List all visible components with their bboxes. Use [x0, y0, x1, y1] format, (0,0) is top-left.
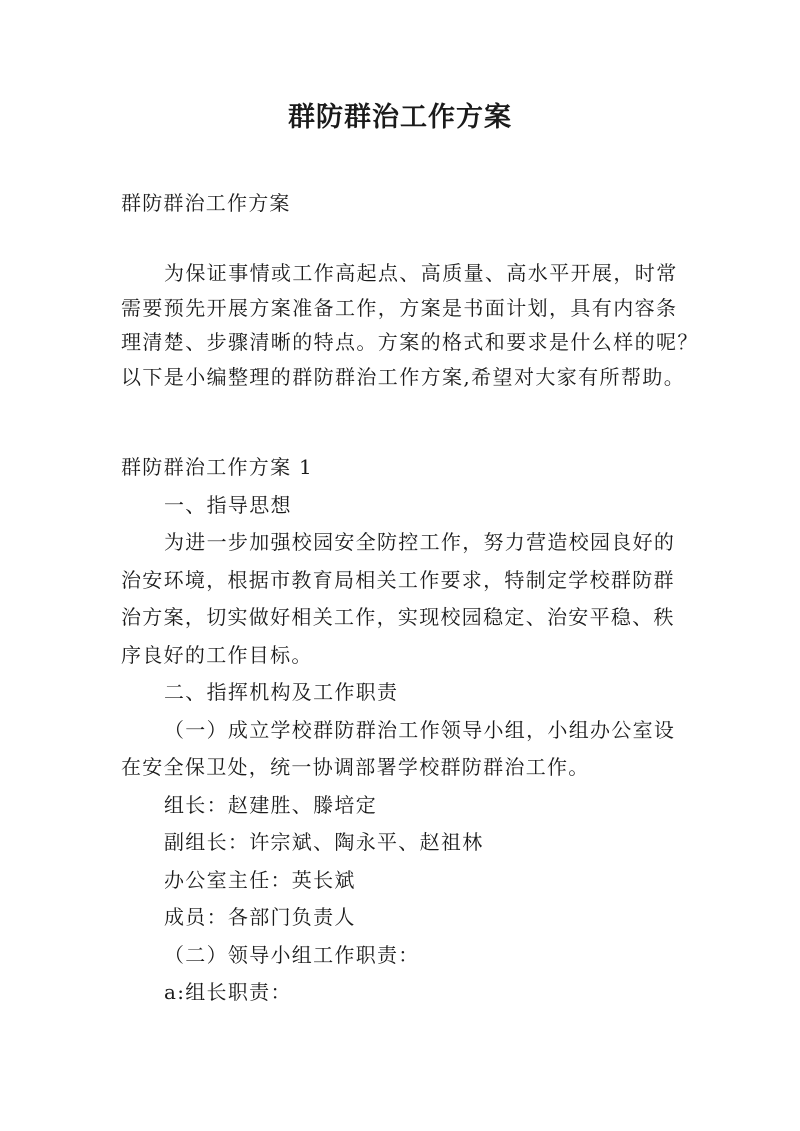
document-title: 群防群治工作方案	[288, 102, 512, 133]
heading-guiding-principle: 一、指导思想	[164, 492, 292, 517]
members-line: 成员：各部门负责人	[164, 905, 356, 929]
intro-paragraph	[121, 256, 699, 394]
guiding-line: 为进一步加强校园安全防控工作，努力营造校园良好的	[164, 530, 676, 554]
duties-heading: （二）领导小组工作职责：	[164, 942, 420, 967]
section-1	[121, 449, 701, 1012]
command-line: （一）成立学校群防群治工作领导小组，小组办公室设	[164, 717, 676, 742]
command-line: 在安全保卫处，统一协调部署学校群防群治工作。	[121, 755, 590, 779]
deputy-leader-line: 副组长：许宗斌、陶永平、赵祖林	[164, 830, 484, 854]
guiding-line: 治方案，切实做好相关工作，实现校园稳定、治安平稳、秩	[121, 605, 675, 629]
intro-line: 需要预先开展方案准备工作，方案是书面计划，具有内容条	[121, 295, 678, 320]
leader-duties-heading: a:组长职责：	[164, 980, 292, 1004]
intro-line: 以下是小编整理的群防群治工作方案,希望对大家有所帮助。	[121, 364, 686, 389]
office-director-line: 办公室主任：英长斌	[164, 867, 356, 892]
guiding-line: 治安环境，根据市教育局相关工作要求，特制定学校群防群	[121, 567, 675, 592]
intro-line: 为保证事情或工作高起点、高质量、高水平开展，时常	[164, 261, 678, 285]
heading-command-structure: 二、指挥机构及工作职责	[164, 680, 399, 704]
guiding-line: 序良好的工作目标。	[121, 642, 313, 667]
section-heading: 群防群治工作方案 1	[121, 455, 314, 479]
leader-line: 组长：赵建胜、滕培定	[164, 792, 377, 817]
intro-line: 理清楚、步骤清晰的特点。方案的格式和要求是什么样的呢？	[121, 330, 699, 354]
document-subtitle: 群防群治工作方案	[121, 191, 291, 215]
